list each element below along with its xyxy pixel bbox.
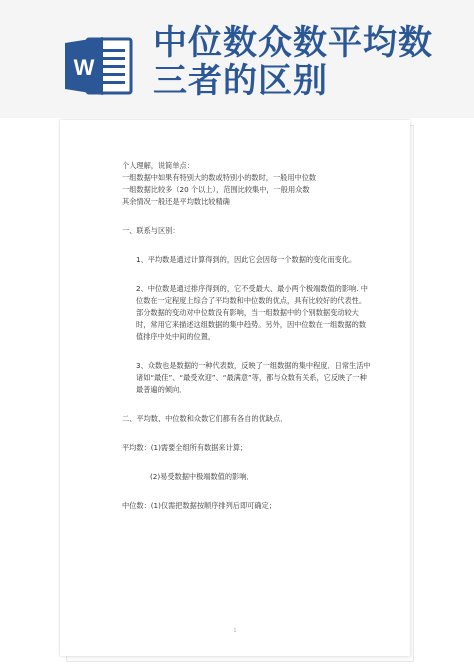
intro-line: 个人理解，说简单点： xyxy=(122,161,194,170)
header-banner xyxy=(0,0,474,118)
median-point-1: 中位数：(1)仅需把数据按顺序排列后即可确定； xyxy=(122,501,276,510)
svg-text:W: W xyxy=(73,55,95,80)
mean-point-2: (2)易受数据中极端数值的影响． xyxy=(150,472,254,481)
item2-paragraph: 2、中位数是通过排序得到的，它不受最大、最小两个极端数值的影响. 中位数在一定程度上综合了平均数和中位数的优点，具有比较好的代表性。部分数据的变动对中位数没有影响，当一组数据中的个别数据变动较大时，常用它来描述这组数据的集中趋势。另外，因中位数在一组数据的数值排序中处中间的位置， xyxy=(136,284,368,341)
intro-line: 其余情况一般还是平均数比较精确 xyxy=(122,197,230,206)
item1-paragraph: 1、平均数是通过计算得到的，因此它会因每一个数据的变化而变化。 xyxy=(136,255,357,264)
page-footer: 1 xyxy=(233,628,237,634)
title-line-2: 三者的区别 xyxy=(153,61,328,101)
document-page xyxy=(60,120,410,656)
word-icon xyxy=(65,35,135,97)
section2-heading: 二、平均数、中位数和众数它们都有各自的优缺点． xyxy=(122,414,288,423)
intro-line: 一组数据中如果有特别大的数或特别小的数时，一般用中位数 xyxy=(122,173,317,182)
intro-line: 一组数据比较多（20 个以上），范围比较集中，一般用众数 xyxy=(122,185,310,194)
document-title xyxy=(153,24,433,100)
mean-point-1: 平均数：(1)需要全组所有数据来计算； xyxy=(122,443,248,452)
section1-heading: 一、联系与区别： xyxy=(122,226,180,235)
document-body xyxy=(122,160,372,512)
title-line-1: 中位数众数平均数 xyxy=(153,23,433,63)
item3-paragraph: 3、众数也是数据的一种代表数，反映了一组数据的集中程度．日常生活中诸如“最佳”、“最受欢迎”、“最满意”等，都与众数有关系，它反映了一种最普遍的倾向． xyxy=(136,361,371,394)
